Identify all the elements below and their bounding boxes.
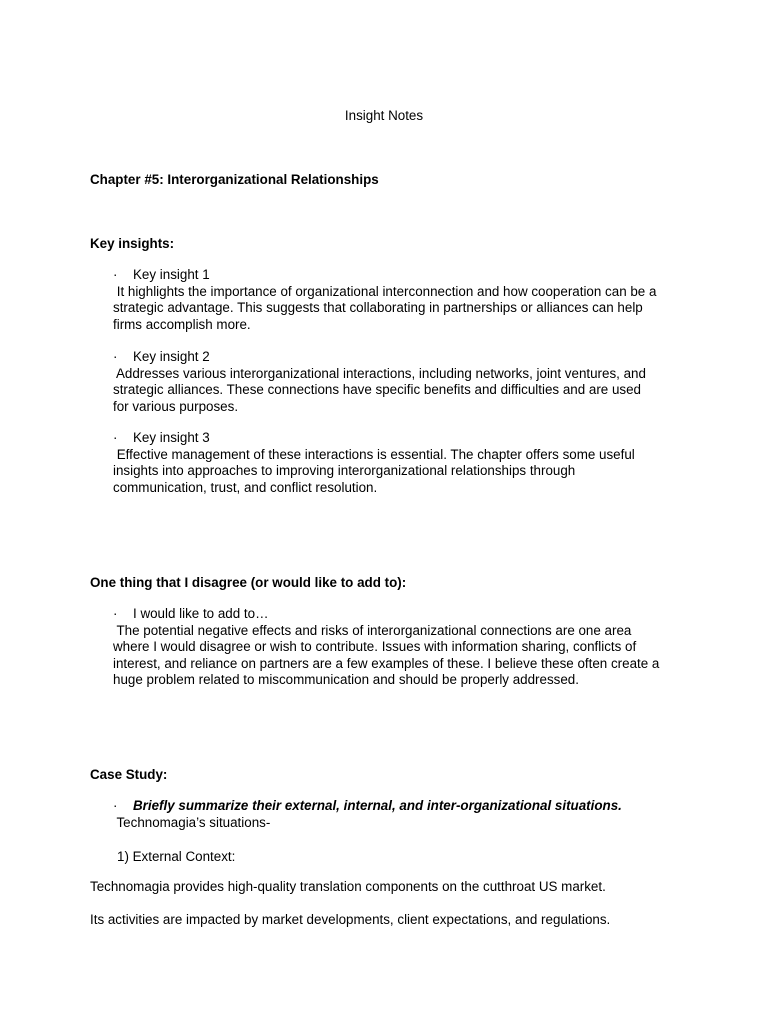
text-line: It highlights the importance of organizational interconnection and how cooperation can be a <box>113 283 657 299</box>
case-study-heading: Case Study: <box>90 767 168 782</box>
key-insight-2-text <box>113 366 646 416</box>
case-study-question: Briefly summarize their external, internal, and inter-organizational situations. <box>133 798 622 813</box>
text-line: for various purposes. <box>113 398 239 414</box>
text-line: strategic advantage. This suggests that collaborating in partnerships or alliances can help <box>113 300 643 316</box>
key-insight-2-label-line <box>113 349 646 366</box>
text-line: firms accomplish more. <box>113 316 251 332</box>
case-study-subline: Technomagia’s situations- <box>113 814 271 830</box>
text-line: The potential negative effects and risks of interorganizational connections are one area <box>113 622 632 638</box>
case-study-prompt <box>113 798 622 831</box>
text-line: Addresses various interorganizational interactions, including networks, joint ventures, and <box>113 365 646 381</box>
page-title: Insight Notes <box>344 108 424 123</box>
text-line: insights into approaches to improving interorganizational relationships through <box>113 463 576 479</box>
case-paragraph-2: Its activities are impacted by market developments, client expectations, and regulations. <box>90 912 611 927</box>
text-line: strategic alliances. These connections have specific benefits and difficulties and are used <box>113 382 642 398</box>
key-insight-1-label-line <box>113 267 656 284</box>
text-line: interest, and reliance on partners are a few examples of these. I believe these often create a <box>113 655 660 671</box>
disagree-item <box>113 606 659 689</box>
key-insights-heading: Key insights: <box>90 236 175 251</box>
bullet-icon: · <box>113 798 118 813</box>
key-insight-1-label: Key insight 1 <box>133 267 210 282</box>
bullet-icon: · <box>113 606 118 621</box>
bullet-icon: · <box>113 430 118 445</box>
disagree-label: I would like to add to… <box>133 606 269 621</box>
text-line: communication, trust, and conflict resolution. <box>113 479 378 495</box>
key-insight-3-label: Key insight 3 <box>133 430 210 445</box>
disagree-label-line <box>113 606 659 623</box>
key-insight-3 <box>113 430 635 496</box>
bullet-icon: · <box>113 349 118 364</box>
case-study-prompt-line <box>113 798 622 815</box>
key-insight-3-label-line <box>113 430 635 447</box>
key-insight-1 <box>113 267 656 333</box>
text-line: Effective management of these interactions is essential. The chapter offers some useful <box>113 446 635 462</box>
key-insight-2 <box>113 349 646 415</box>
chapter-heading: Chapter #5: Interorganizational Relationships <box>90 172 379 187</box>
key-insight-1-text <box>113 284 656 334</box>
external-context-label: 1) External Context: <box>117 849 236 864</box>
case-paragraph-1: Technomagia provides high-quality translation components on the cutthroat US market. <box>90 879 606 894</box>
text-line: where I would disagree or wish to contribute. Issues with information sharing, conflicts of <box>113 639 637 655</box>
disagree-text <box>113 623 659 689</box>
key-insight-2-label: Key insight 2 <box>133 349 210 364</box>
bullet-icon: · <box>113 267 118 282</box>
key-insight-3-text <box>113 447 635 497</box>
disagree-heading: One thing that I disagree (or would like to add to): <box>90 575 407 590</box>
text-line: huge problem related to miscommunication and should be properly addressed. <box>113 672 579 688</box>
